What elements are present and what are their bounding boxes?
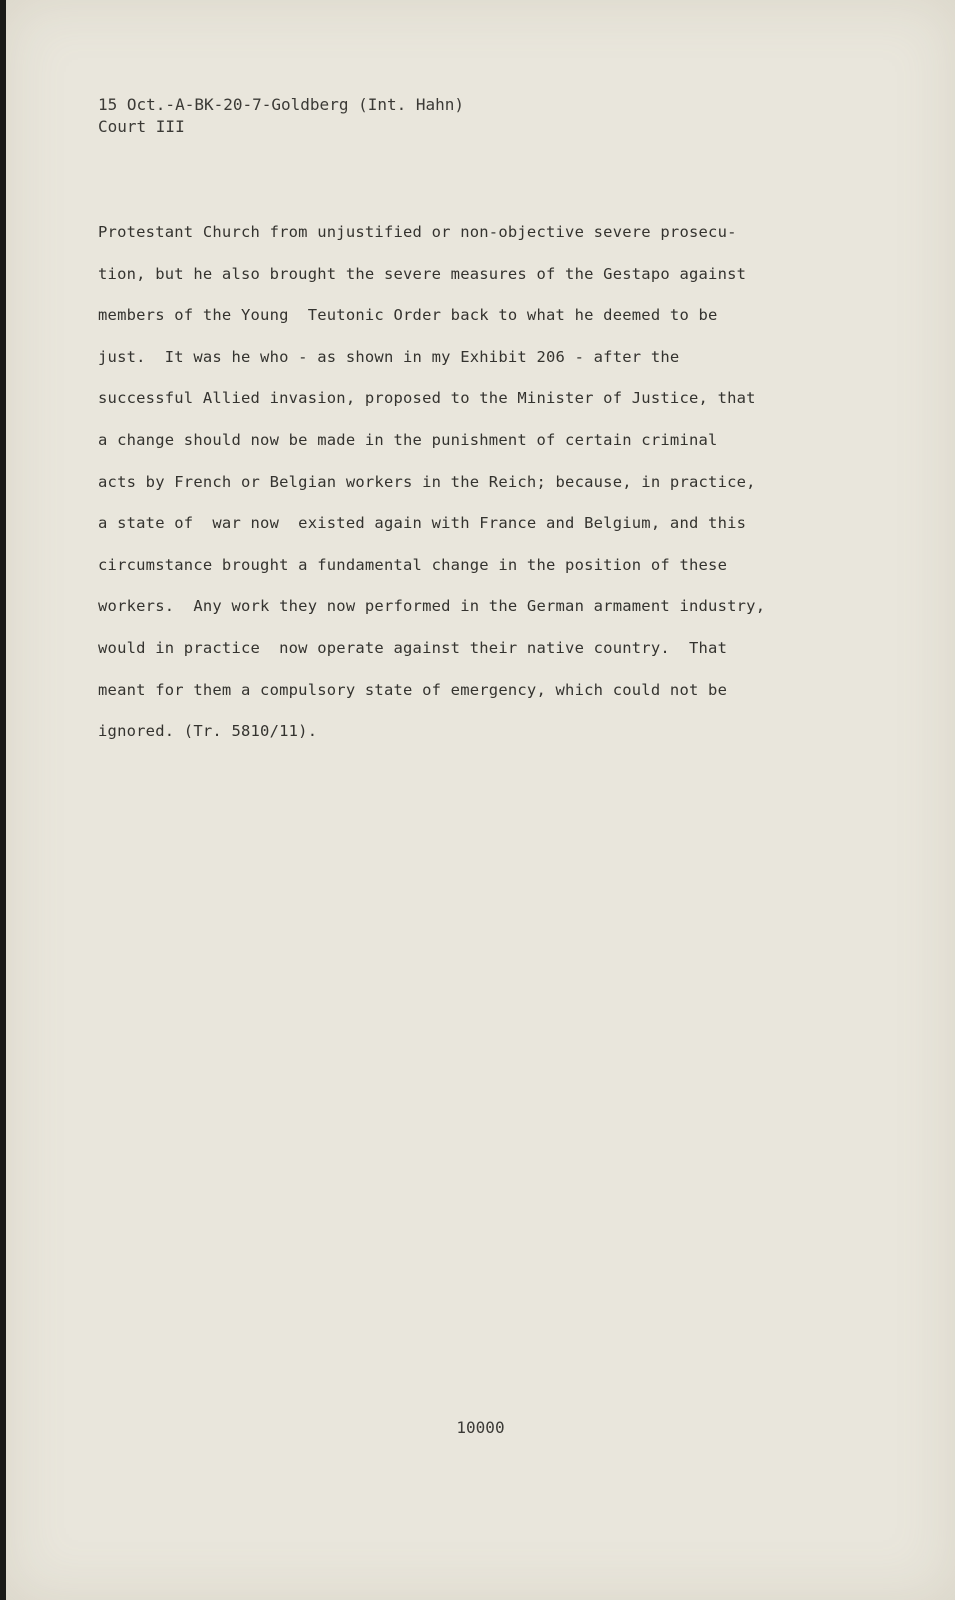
page-number: 10000 (456, 1418, 505, 1437)
header-court-line: Court III (98, 117, 185, 136)
body-line: meant for them a compulsory state of emergency, which could not be (98, 680, 728, 699)
body-line: Protestant Church from unjustified or non-objective severe prosecu- (98, 223, 737, 241)
body-line: ignored. (Tr. 5810/11). (98, 722, 318, 741)
body-line: successful Allied invasion, proposed to the Minister of Justice, that (98, 389, 756, 408)
document-body (98, 212, 838, 753)
body-line: would in practice now operate against their native country. That (98, 638, 728, 657)
header-reference-line: 15 Oct.-A-BK-20-7-Goldberg (Int. Hahn) (98, 95, 465, 114)
body-line: workers. Any work they now performed in the German armament industry, (98, 597, 766, 616)
document-header (98, 94, 464, 138)
body-line: just. It was he who - as shown in my Exhibit 206 - after the (98, 347, 680, 366)
body-line: members of the Young Teutonic Order back to what he deemed to be (98, 306, 718, 325)
body-line: a change should now be made in the punishment of certain criminal (98, 430, 718, 449)
body-line: tion, but he also brought the severe measures of the Gestapo against (98, 264, 747, 283)
body-line: circumstance brought a fundamental change in the position of these (98, 555, 728, 574)
body-line: acts by French or Belgian workers in the Reich; because, in practice, (98, 472, 756, 491)
document-page (6, 0, 955, 1600)
body-line: a state of war now existed again with France and Belgium, and this (98, 514, 747, 533)
